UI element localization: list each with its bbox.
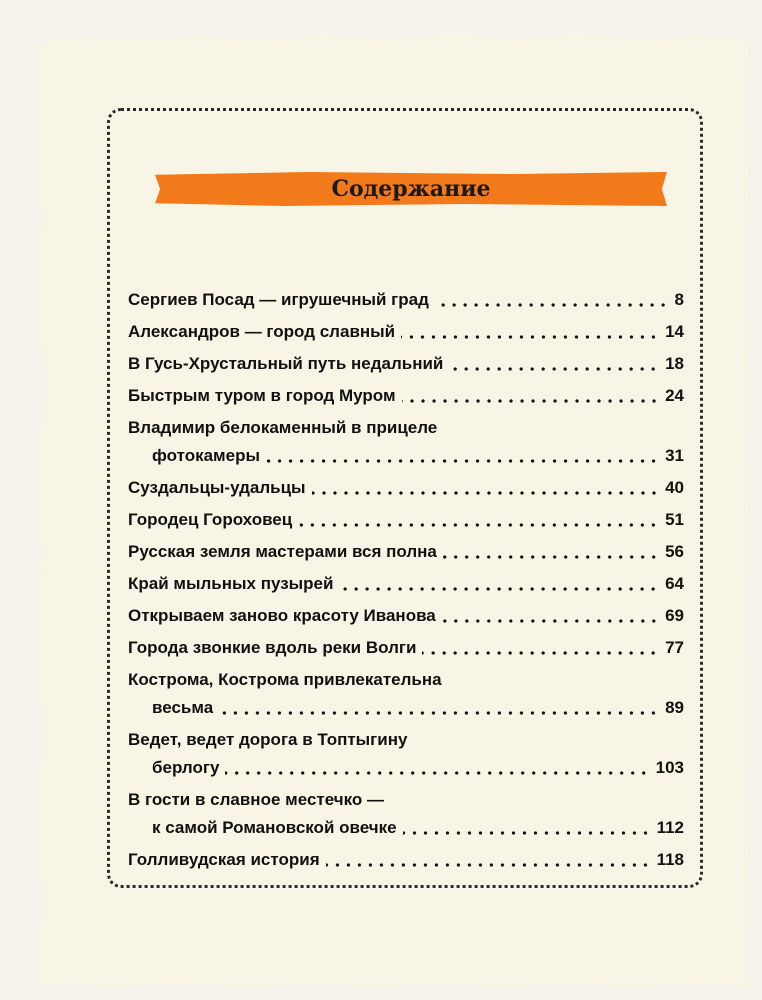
toc-entry-title: Сергиев Посад — игрушечный град [128, 290, 429, 309]
toc-entry-line [128, 726, 684, 754]
toc-entry-line [128, 666, 684, 694]
dot-leader [312, 491, 659, 495]
toc-entry-title: фотокамеры [152, 446, 260, 465]
toc-page-number: 8 [674, 290, 684, 309]
dot-leader [219, 711, 659, 715]
toc-entry[interactable] [128, 538, 684, 566]
toc-entry-line [128, 382, 684, 410]
toc-page-number: 51 [665, 510, 684, 529]
toc-entry-line [128, 506, 684, 534]
toc-entry-line [128, 474, 684, 502]
toc-entry-title: Города звонкие вдоль реки Волги [128, 638, 417, 657]
toc-page-number: 31 [665, 446, 684, 465]
toc-entry-line [128, 602, 684, 630]
dot-leader [403, 831, 651, 835]
toc-entry-line [128, 634, 684, 662]
toc-entry[interactable] [128, 474, 684, 502]
toc-entry-line [128, 350, 684, 378]
toc-page-number: 14 [665, 322, 684, 341]
toc-page-number: 77 [665, 638, 684, 657]
toc-entry-line [128, 786, 684, 814]
toc-page-number: 24 [665, 386, 684, 405]
toc-page-number: 103 [655, 758, 684, 777]
toc-entry-title: В гости в славное местечко — [128, 790, 385, 809]
toc-page-number: 112 [656, 818, 684, 837]
toc-entry-title: берлогу [152, 758, 220, 777]
toc-page-number: 69 [665, 606, 684, 625]
toc-entry-line [128, 570, 684, 598]
toc-entry-title: Кострома, Кострома привлекательна [128, 670, 442, 689]
toc-entry-title: Ведет, ведет дорога в Топтыгину [128, 730, 408, 749]
toc-entry-title: к самой Романовской овечке [152, 818, 397, 837]
dot-leader [401, 335, 659, 339]
dot-leader [449, 367, 659, 371]
dot-leader [435, 303, 669, 307]
toc-entry[interactable] [128, 382, 684, 410]
dot-leader [422, 651, 659, 655]
dot-leader [266, 459, 659, 463]
toc-entry-line [128, 286, 684, 314]
dot-leader [402, 399, 660, 403]
toc-page-number: 64 [665, 574, 684, 593]
toc-entry[interactable] [128, 318, 684, 346]
toc-entry[interactable] [128, 350, 684, 378]
dot-leader [225, 771, 649, 775]
toc-entry-title: Открываем заново красоту Иванова [128, 606, 436, 625]
dot-leader [339, 587, 659, 591]
toc-entry-title: Край мыльных пузырей [128, 574, 334, 593]
toc-page-number: 118 [656, 850, 684, 869]
page-title: Содержание [331, 176, 491, 202]
toc-entry-title: Голливудская история [128, 850, 320, 869]
dot-leader [442, 619, 659, 623]
toc-entry-title: Александров — город славный [128, 322, 396, 341]
toc-entry-line [128, 538, 684, 566]
toc-entry[interactable] [128, 286, 684, 314]
toc-entry[interactable] [128, 506, 684, 534]
toc-entry[interactable] [128, 726, 684, 782]
dot-leader [298, 523, 659, 527]
toc-entry-title: Городец Гороховец [128, 510, 293, 529]
toc-page-number: 40 [665, 478, 684, 497]
toc-entry[interactable] [128, 666, 684, 722]
toc-page-number: 56 [665, 542, 684, 561]
toc-entry-line [128, 442, 684, 470]
toc-entry-title: Русская земля мастерами вся полна [128, 542, 437, 561]
toc-entry-title: весьма [152, 698, 214, 717]
toc-entry[interactable] [128, 570, 684, 598]
toc-entry-line [128, 694, 684, 722]
toc-entry[interactable] [128, 786, 684, 842]
toc-entry-title: Владимир белокаменный в прицеле [128, 418, 438, 437]
toc-entry[interactable] [128, 414, 684, 470]
toc-entry-line [128, 846, 684, 874]
toc-page-number: 18 [665, 354, 684, 373]
toc-entry-line [128, 754, 684, 782]
toc-entry[interactable] [128, 846, 684, 874]
toc-entry-title: Быстрым туром в город Муром [128, 386, 396, 405]
toc-entry-line [128, 814, 684, 842]
dot-leader [443, 555, 659, 559]
toc-page-number: 89 [665, 698, 684, 717]
toc-entry-title: Суздальцы-удальцы [128, 478, 306, 497]
toc-entry[interactable] [128, 634, 684, 662]
toc-entry[interactable] [128, 602, 684, 630]
toc-entry-line [128, 414, 684, 442]
toc-entry-title: В Гусь-Хрустальный путь недальний [128, 354, 444, 373]
table-of-contents [128, 286, 684, 874]
toc-entry-line [128, 318, 684, 346]
dot-leader [326, 863, 651, 867]
